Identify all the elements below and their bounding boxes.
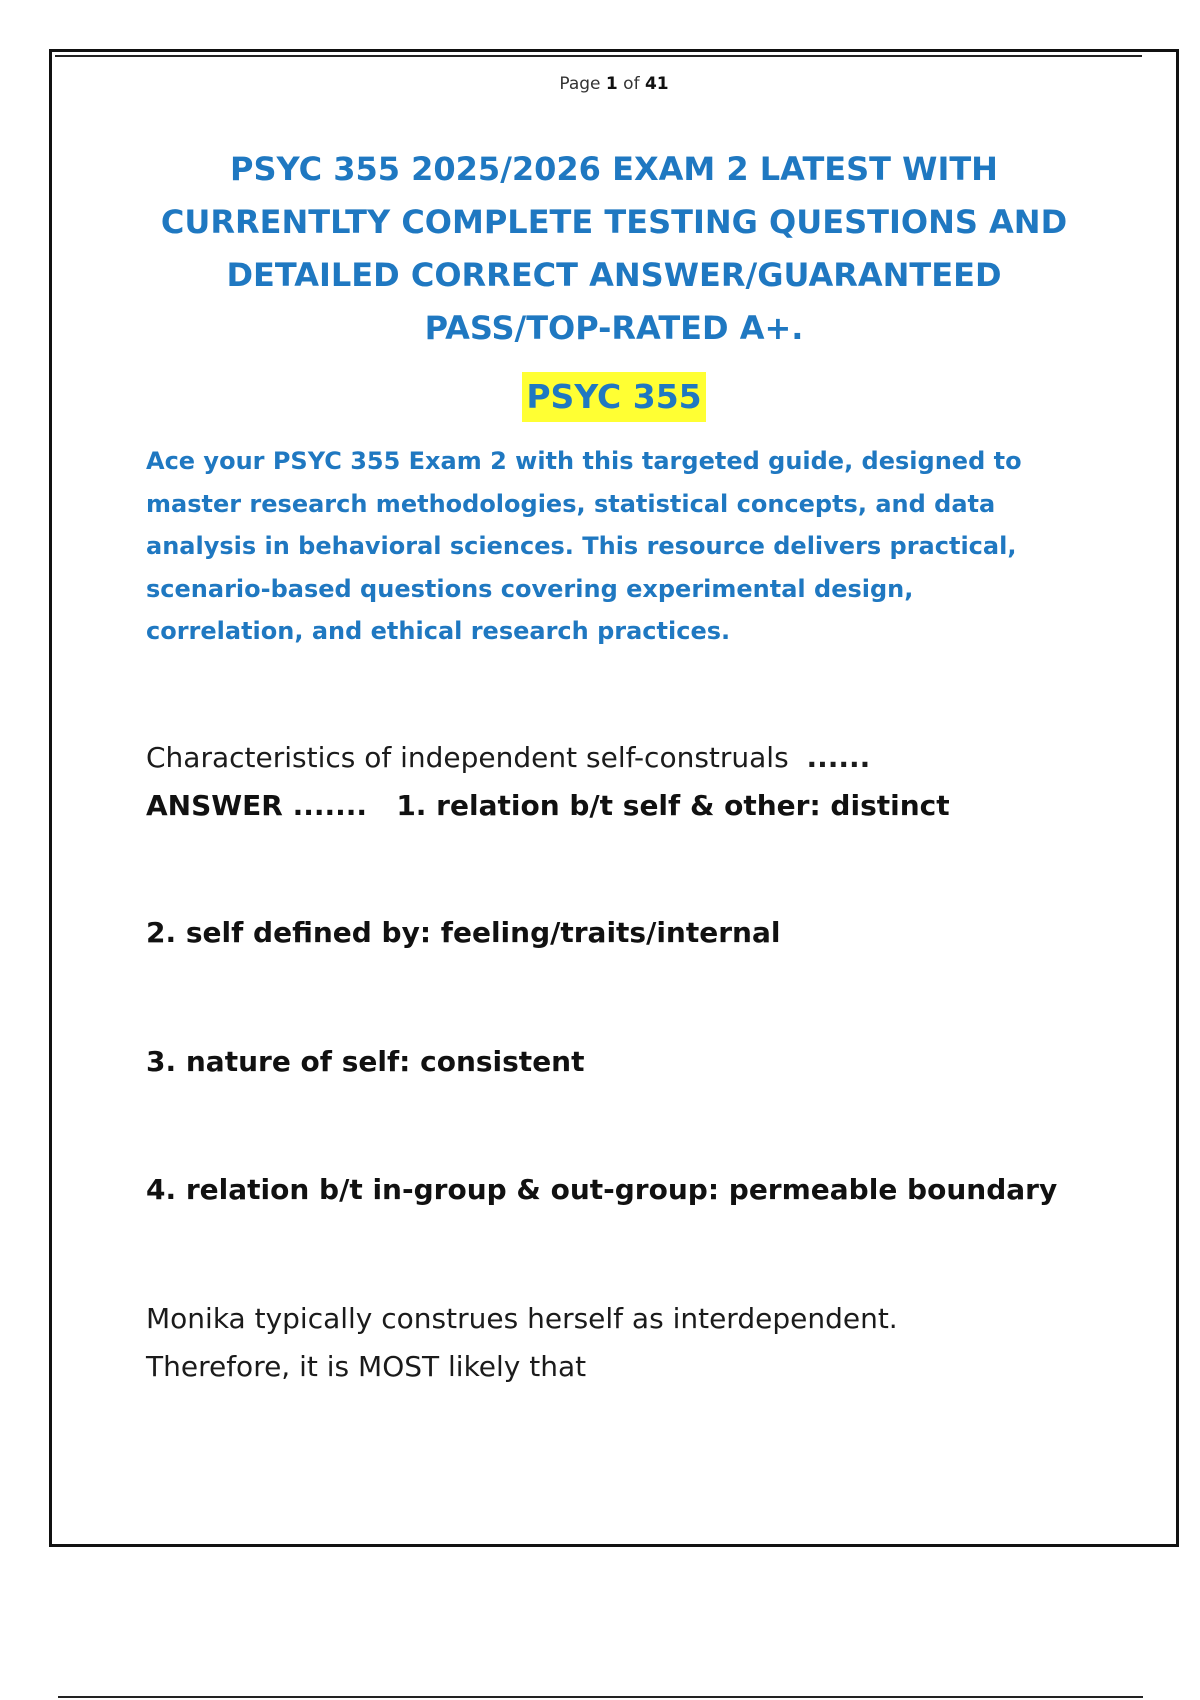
page-label: Page bbox=[559, 74, 601, 94]
intro-line-5: correlation, and ethical research practices. bbox=[146, 617, 731, 645]
answer-label: ANSWER bbox=[146, 789, 283, 822]
intro-line-1: Ace your PSYC 355 Exam 2 with this targeted guide, designed to bbox=[146, 447, 1022, 475]
title-line-1: PSYC 355 2025/2026 EXAM 2 LATEST WITH bbox=[230, 150, 998, 188]
page-total: 41 bbox=[644, 74, 669, 94]
answer-item-4: 4. relation b/t in-group & out-group: permeable boundary bbox=[146, 1173, 1058, 1206]
top-rule bbox=[55, 55, 1142, 57]
title-line-2: CURRENTLTY COMPLETE TESTING QUESTIONS AND bbox=[160, 203, 1068, 241]
question-2-line-1: Monika typically construes herself as interdependent. bbox=[146, 1302, 898, 1335]
page-of: of bbox=[623, 74, 640, 94]
course-code-highlight: PSYC 355 bbox=[522, 372, 705, 422]
intro-line-2: master research methodologies, statistical concepts, and data bbox=[146, 489, 996, 518]
answer-dots: ....... bbox=[292, 789, 368, 822]
title-line-3: DETAILED CORRECT ANSWER/GUARANTEED bbox=[226, 256, 1002, 294]
title-line-4: PASS/TOP-RATED A+. bbox=[424, 309, 804, 347]
question-1 bbox=[146, 734, 1146, 830]
bottom-rule bbox=[58, 1696, 1143, 1698]
answer-item-3: 3. nature of self: consistent bbox=[146, 1045, 585, 1078]
question-1-prompt: Characteristics of independent self-construals bbox=[146, 741, 789, 774]
answer-item-2: 2. self defined by: feeling/traits/internal bbox=[146, 916, 781, 949]
course-code-wrap bbox=[0, 372, 1200, 422]
intro-line-4: scenario-based questions covering experimental design, bbox=[146, 574, 914, 603]
question-2-line-2: Therefore, it is MOST likely that bbox=[146, 1350, 587, 1383]
answer-1-line bbox=[146, 789, 950, 822]
question-1-prompt-dots: ...... bbox=[806, 741, 871, 774]
intro-line-3: analysis in behavioral sciences. This resource delivers practical, bbox=[146, 532, 1017, 560]
document-title bbox=[110, 143, 1118, 355]
page-current: 1 bbox=[605, 74, 618, 94]
intro-paragraph bbox=[146, 440, 1106, 653]
answer-item-1: 1. relation b/t self & other: distinct bbox=[396, 789, 950, 822]
question-2 bbox=[146, 1295, 1146, 1391]
page-number bbox=[0, 74, 1200, 94]
